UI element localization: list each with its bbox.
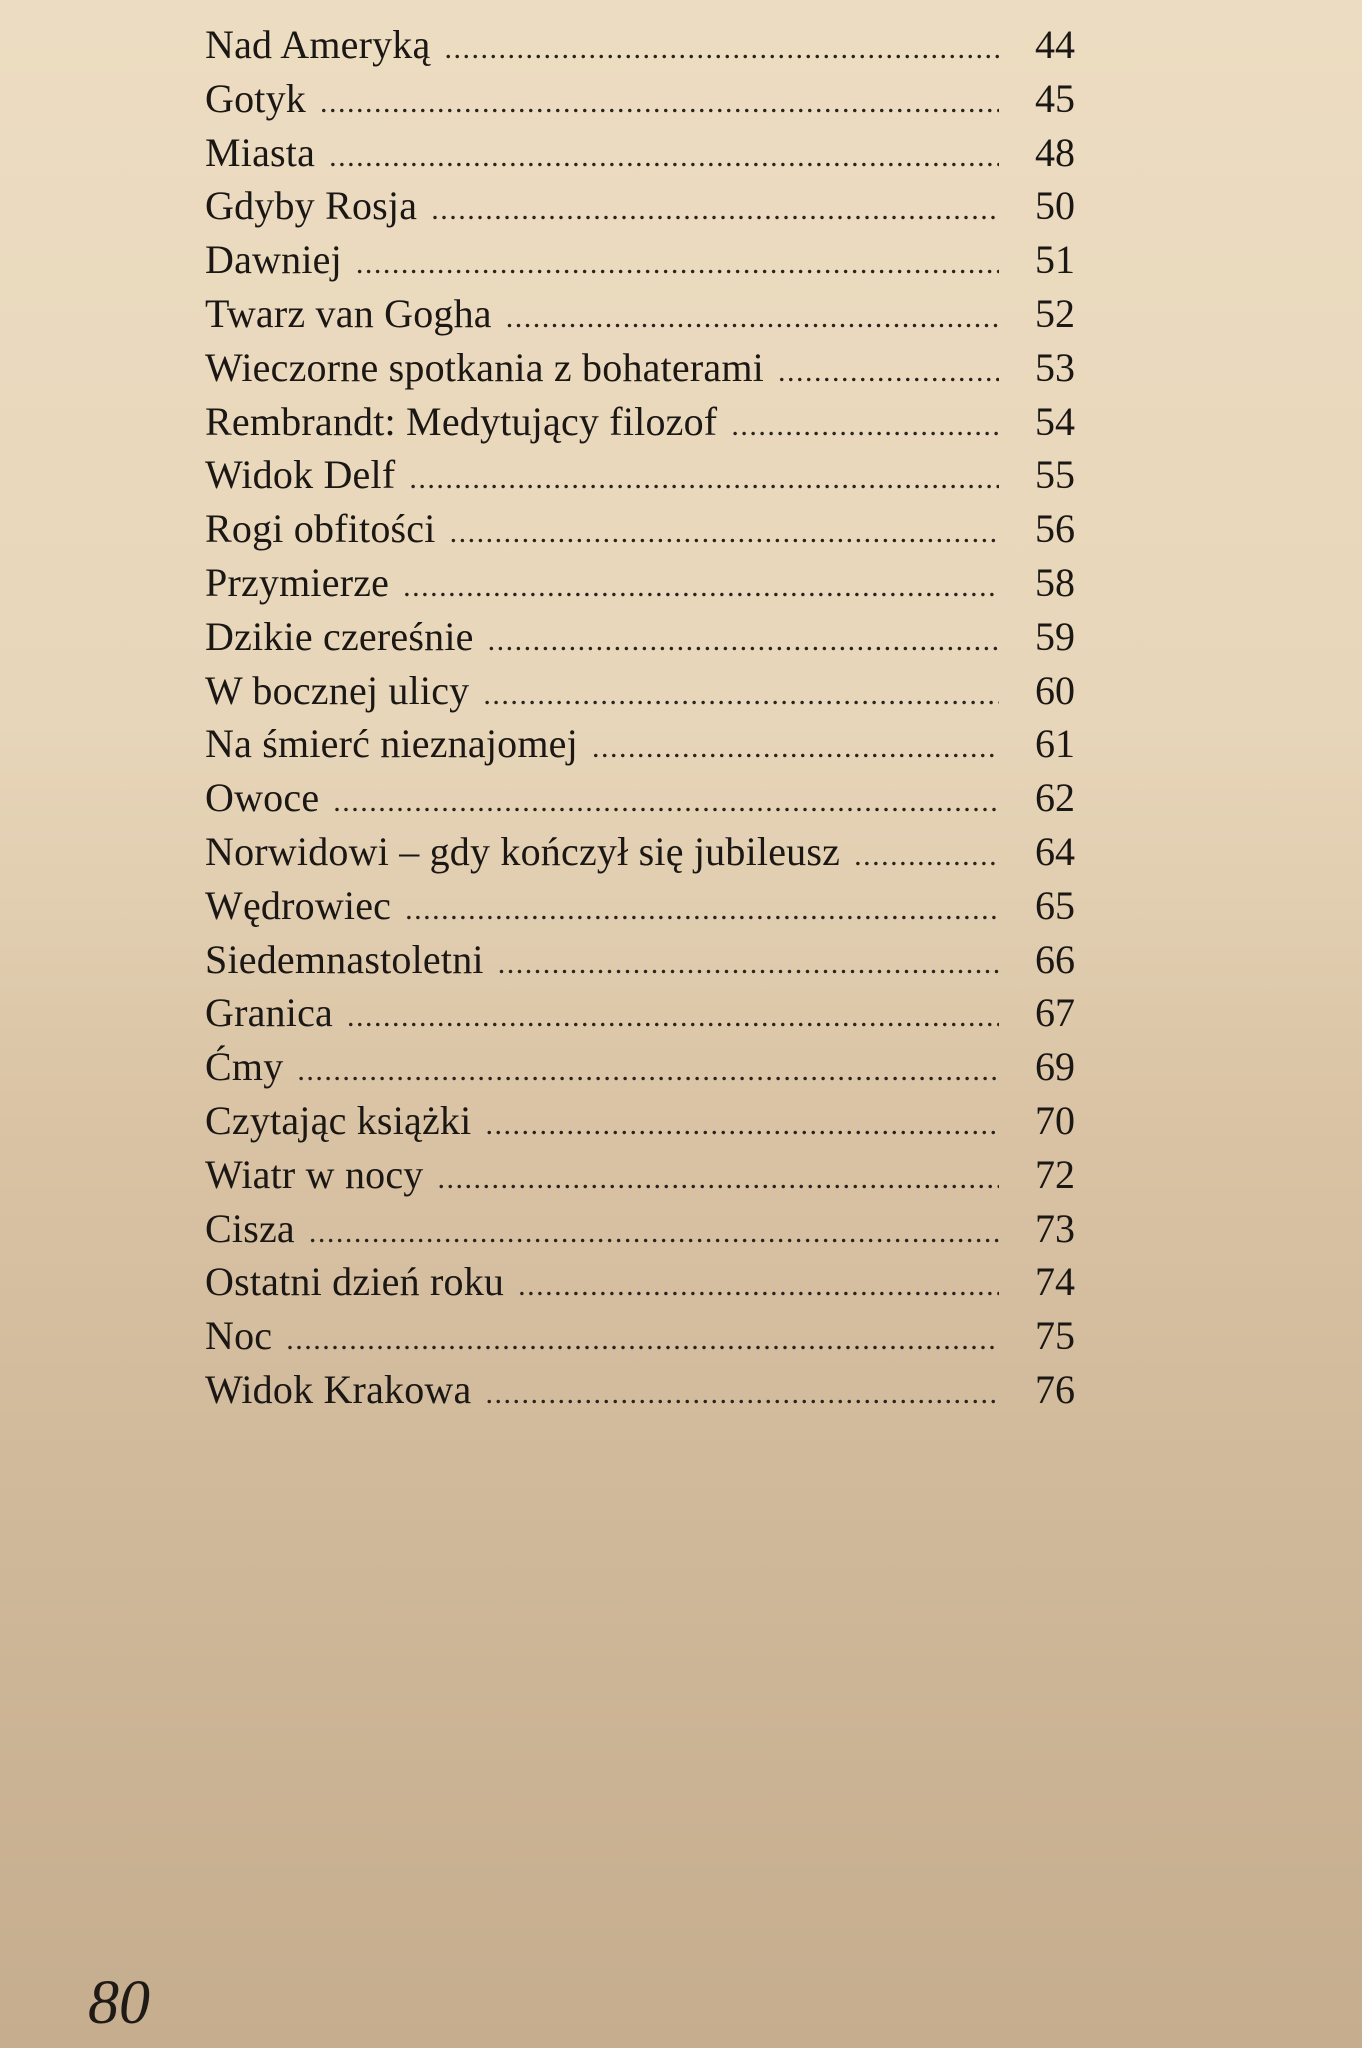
- toc-entry-page-number: 74: [1035, 1259, 1075, 1305]
- toc-entry: [205, 825, 1075, 879]
- toc-entry: [205, 395, 1075, 449]
- toc-entry-page-number: 61: [1035, 721, 1075, 767]
- dot-leader: [518, 1259, 999, 1313]
- toc-entry: [205, 179, 1075, 233]
- toc-entry-title: Nad Ameryką: [205, 22, 431, 67]
- dot-leader: [309, 1206, 999, 1260]
- toc-entry-page-number: 64: [1035, 828, 1075, 874]
- toc-entry: [205, 1040, 1075, 1094]
- toc-entry-page-number: 75: [1035, 1313, 1075, 1359]
- toc-entry: [205, 72, 1075, 126]
- dot-leader: [483, 668, 999, 722]
- toc-entry-title: Miasta: [205, 129, 316, 175]
- toc-entry-page-number: 52: [1035, 290, 1075, 336]
- toc-entry: [205, 448, 1075, 502]
- toc-entry: [205, 1148, 1075, 1202]
- toc-entry-title: Siedemnastoletni: [205, 936, 484, 982]
- dot-leader: [333, 775, 999, 829]
- toc-entry: [205, 126, 1075, 180]
- toc-entry-title: Granica: [205, 990, 333, 1036]
- table-of-contents: [205, 18, 1075, 1417]
- toc-entry-title: Ostatni dzień roku: [205, 1259, 505, 1305]
- dot-leader: [450, 506, 999, 560]
- toc-entry-title: Ćmy: [205, 1044, 284, 1090]
- toc-entry-page-number: 51: [1035, 237, 1075, 283]
- dot-leader: [356, 237, 999, 291]
- toc-entry-page-number: 76: [1035, 1366, 1075, 1412]
- toc-entry: [205, 933, 1075, 987]
- toc-entry-title: Rogi obfitości: [205, 506, 436, 552]
- toc-entry: [205, 771, 1075, 825]
- toc-entry: [205, 341, 1075, 395]
- toc-entry-page-number: 60: [1035, 667, 1075, 713]
- toc-entry-page-number: 56: [1035, 506, 1075, 552]
- dot-leader: [405, 883, 999, 937]
- toc-entry-title: Rembrandt: Medytujący filozof: [205, 398, 718, 444]
- toc-entry: [205, 18, 1075, 72]
- toc-entry: [205, 664, 1075, 718]
- dot-leader: [498, 937, 999, 991]
- toc-entry-page-number: 44: [1035, 22, 1075, 67]
- toc-entry-page-number: 48: [1035, 129, 1075, 175]
- toc-entry-title: Na śmierć nieznajomej: [205, 721, 578, 767]
- toc-entry-title: Owoce: [205, 775, 320, 821]
- dot-leader: [444, 22, 999, 76]
- toc-entry-page-number: 73: [1035, 1205, 1075, 1251]
- toc-entry-title: Twarz van Gogha: [205, 290, 492, 336]
- toc-entry: [205, 717, 1075, 771]
- toc-entry: [205, 1094, 1075, 1148]
- toc-entry-page-number: 50: [1035, 183, 1075, 229]
- toc-entry-page-number: 58: [1035, 559, 1075, 605]
- toc-entry-page-number: 66: [1035, 936, 1075, 982]
- toc-entry-title: Przymierze: [205, 559, 390, 605]
- toc-entry: [205, 556, 1075, 610]
- toc-entry: [205, 1309, 1075, 1363]
- toc-entry-title: Cisza: [205, 1205, 295, 1251]
- dot-leader: [409, 452, 999, 506]
- toc-entry-page-number: 45: [1035, 75, 1075, 121]
- toc-entry: [205, 502, 1075, 556]
- toc-entry-title: W bocznej ulicy: [205, 667, 470, 713]
- dot-leader: [488, 614, 999, 668]
- dot-leader: [403, 560, 999, 614]
- toc-entry: [205, 610, 1075, 664]
- toc-entry: [205, 1255, 1075, 1309]
- dot-leader: [438, 1152, 1000, 1206]
- toc-entry-title: Norwidowi – gdy kończył się jubileusz: [205, 828, 841, 874]
- toc-entry-title: Dawniej: [205, 237, 342, 283]
- dot-leader: [731, 399, 999, 453]
- dot-leader: [297, 1044, 999, 1098]
- toc-entry-title: Noc: [205, 1313, 273, 1359]
- toc-entry-title: Wędrowiec: [205, 882, 392, 928]
- toc-entry-title: Widok Delf: [205, 452, 396, 498]
- toc-entry: [205, 879, 1075, 933]
- toc-entry-title: Widok Krakowa: [205, 1366, 472, 1412]
- dot-leader: [329, 130, 999, 184]
- dot-leader: [778, 345, 999, 399]
- toc-entry-page-number: 55: [1035, 452, 1075, 498]
- toc-entry: [205, 287, 1075, 341]
- dot-leader: [506, 291, 999, 345]
- toc-entry-page-number: 62: [1035, 775, 1075, 821]
- toc-entry-title: Wiatr w nocy: [205, 1151, 424, 1197]
- dot-leader: [485, 1098, 999, 1152]
- toc-entry: [205, 1363, 1075, 1417]
- toc-entry-title: Dzikie czereśnie: [205, 613, 474, 659]
- dot-leader: [592, 721, 999, 775]
- toc-entry: [205, 1202, 1075, 1256]
- toc-entry: [205, 986, 1075, 1040]
- dot-leader: [485, 1367, 999, 1421]
- toc-entry-page-number: 65: [1035, 882, 1075, 928]
- dot-leader: [320, 76, 999, 130]
- toc-entry-page-number: 70: [1035, 1097, 1075, 1143]
- dot-leader: [347, 990, 999, 1044]
- dot-leader: [431, 183, 999, 237]
- toc-entry-title: Gotyk: [205, 75, 306, 121]
- dot-leader: [854, 829, 999, 883]
- toc-entry-page-number: 59: [1035, 613, 1075, 659]
- toc-entry-title: Czytając książki: [205, 1097, 472, 1143]
- toc-entry-title: Gdyby Rosja: [205, 183, 418, 229]
- toc-entry-page-number: 54: [1035, 398, 1075, 444]
- toc-entry-page-number: 67: [1035, 990, 1075, 1036]
- toc-entry: [205, 233, 1075, 287]
- toc-entry-page-number: 53: [1035, 344, 1075, 390]
- toc-entry-title: Wieczorne spotkania z bohaterami: [205, 344, 764, 390]
- toc-entry-page-number: 69: [1035, 1044, 1075, 1090]
- page-number: 80: [88, 1969, 150, 2037]
- dot-leader: [286, 1313, 999, 1367]
- toc-entry-page-number: 72: [1035, 1151, 1075, 1197]
